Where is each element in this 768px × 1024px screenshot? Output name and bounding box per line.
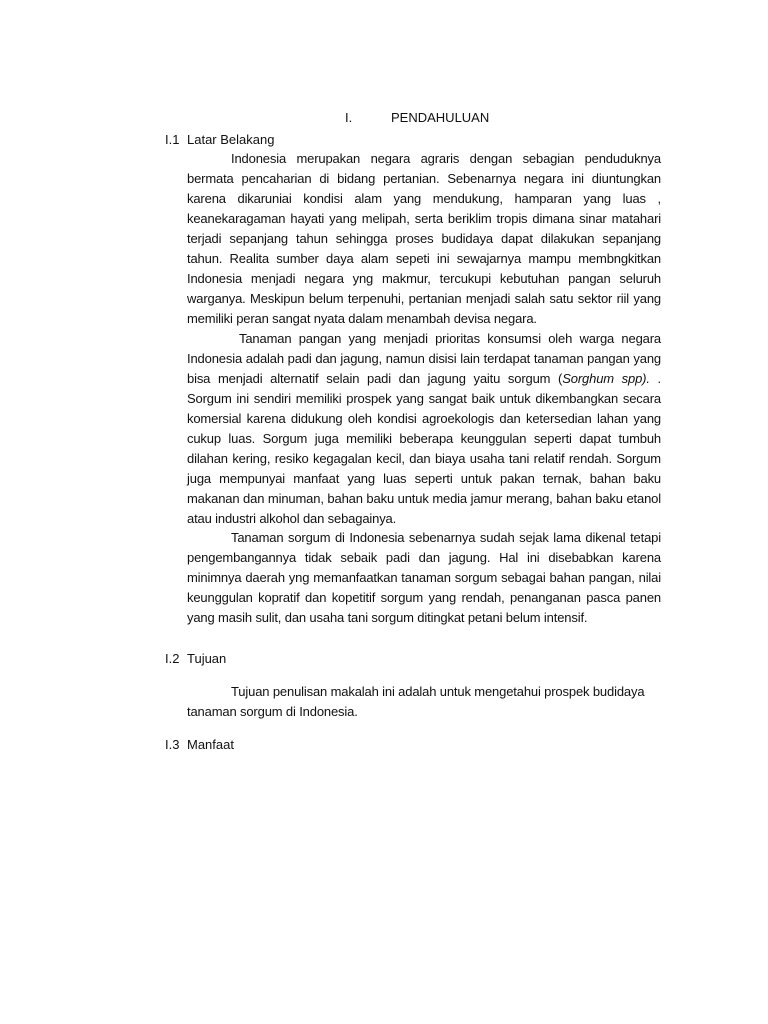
section-heading-tujuan [165,649,226,669]
section-title: Manfaat [187,737,234,752]
latar-belakang-paragraph-2: Tanaman pangan yang menjadi prioritas konsumsi oleh warga negara Indonesia adalah padi dan jagung, namun disisi lain terdapat tanaman pangan yang bisa menjadi alternatif selain padi dan jagung yaitu sorgum (Sorghum spp). . Sorgum ini sendiri memiliki prospek yang sangat baik untuk dikembangkan secara komersial karena didukung oleh kondisi agroekologis dan ketersedian lahan yang cukup luas. Sorgum juga memiliki beberapa keunggulan seperti dapat tumbuh dilahan kering, resiko kegagalan kecil, dan biaya usaha tani relatif rendah. Sorgum juga mempunyai manfaat yang luas seperti untuk pakan ternak, bahan baku makanan dan minuman, bahan baku untuk media jamur merang, bahan baku etanol atau industri alkohol dan sebagainya. [187,331,661,526]
section-number: I.3 [165,737,180,752]
latar-belakang-paragraph-1: Indonesia merupakan negara agraris dengan sebagian penduduknya bermata pencaharian di bidang pertanian. Sebenarnya negara ini diuntungkan karena dikaruniai kondisi alam yang mendukung, hamparan yang luas , keanekaragaman hayati yang melipah, serta beriklim tropis dimana sinar matahari terjadi sepanjang tahun sehingga proses budidaya dapat dilakukan sepanjang tahun. Realita sumber daya alam sepeti ini sewajarnya mampu membngkitkan Indonesia menjadi negara yng makmur, tercukupi kebutuhan pangan seluruh warganya. Meskipun belum terpenuhi, pertanian menjadi salah satu sektor riil yang memiliki peran sangat nyata dalam menambah devisa negara. [187,151,661,326]
section-number: I.2 [165,651,180,666]
section-heading-latar-belakang [165,130,274,150]
section-title: Tujuan [187,651,227,666]
latar-belakang-paragraph-3: Tanaman sorgum di Indonesia sebenarnya sudah sejak lama dikenal tetapi pengembangannya tidak sebaik padi dan jagung. Hal ini disebabkan karena minimnya daerah yng memanfaatkan tanaman sorgum sebagai bahan pangan, nilai keunggulan kopratif dan kopetitif sorgum yang rendah, penanganan pasca panen yang masih sulit, dan usaha tani sorgum ditingkat petani belum intensif. [187,530,661,625]
chapter-heading [345,108,489,128]
chapter-title: PENDAHULUAN [391,110,490,125]
tujuan-paragraph: Tujuan penulisan makalah ini adalah untuk mengetahui prospek budidaya tanaman sorgum di Indonesia. [187,684,645,719]
section-number: I.1 [165,132,180,147]
section-heading-manfaat [165,735,234,755]
section-title: Latar Belakang [187,132,275,147]
chapter-number: I. [345,110,353,125]
scientific-name: Sorghum spp). [562,371,650,386]
